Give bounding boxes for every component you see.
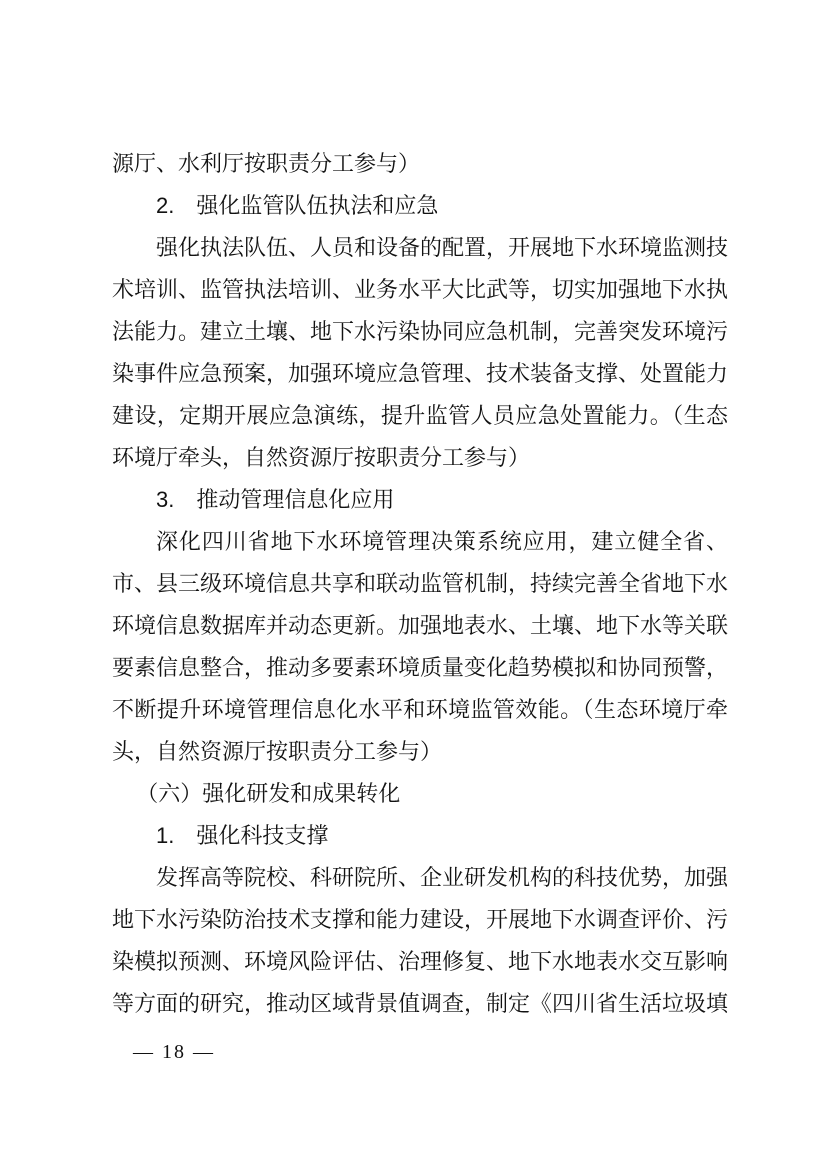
body-paragraph: 发挥高等院校、科研院所、企业研发机构的科技优势，加强地下水污染防治技术支撑和能力建设，开展地下水调查评价、污染模拟预测、环境风险评估、治理修复、地下水地表水交互影响等方面的研究，推动区域背景值调查，制定《四川省生活垃圾填 bbox=[112, 865, 729, 1016]
heading-item-2: 2. 强化监管队伍执法和应急 bbox=[156, 193, 439, 218]
section-heading-six: （六）强化研发和成果转化 bbox=[136, 781, 401, 806]
heading-item-3: 3. 推动管理信息化应用 bbox=[156, 487, 395, 512]
paragraph-continuation: 源厅、水利厅按职责分工参与） bbox=[112, 151, 421, 176]
page-number: — 18 — bbox=[133, 1041, 215, 1063]
body-paragraph: 深化四川省地下水环境管理决策系统应用，建立健全省、市、县三级环境信息共享和联动监管机制，持续完善全省地下水环境信息数据库并动态更新。加强地表水、土壤、地下水等关联要素信息整合，推动多要素环境质量变化趋势模拟和协同预警，不断提升环境管理信息化水平和环境监管效能。（生态环境厅牵头，自然资源厅按职责分工参与） bbox=[112, 529, 729, 764]
body-paragraph: 强化执法队伍、人员和设备的配置，开展地下水环境监测技术培训、监管执法培训、业务水平大比武等，切实加强地下水执法能力。建立土壤、地下水污染协同应急机制，完善突发环境污染事件应急预案，加强环境应急管理、技术装备支撑、处置能力建设，定期开展应急演练，提升监管人员应急处置能力。（生态环境厅牵头，自然资源厅按职责分工参与） bbox=[112, 235, 729, 470]
heading-item-1: 1. 强化科技支撑 bbox=[156, 823, 329, 848]
text-block bbox=[112, 143, 728, 1025]
